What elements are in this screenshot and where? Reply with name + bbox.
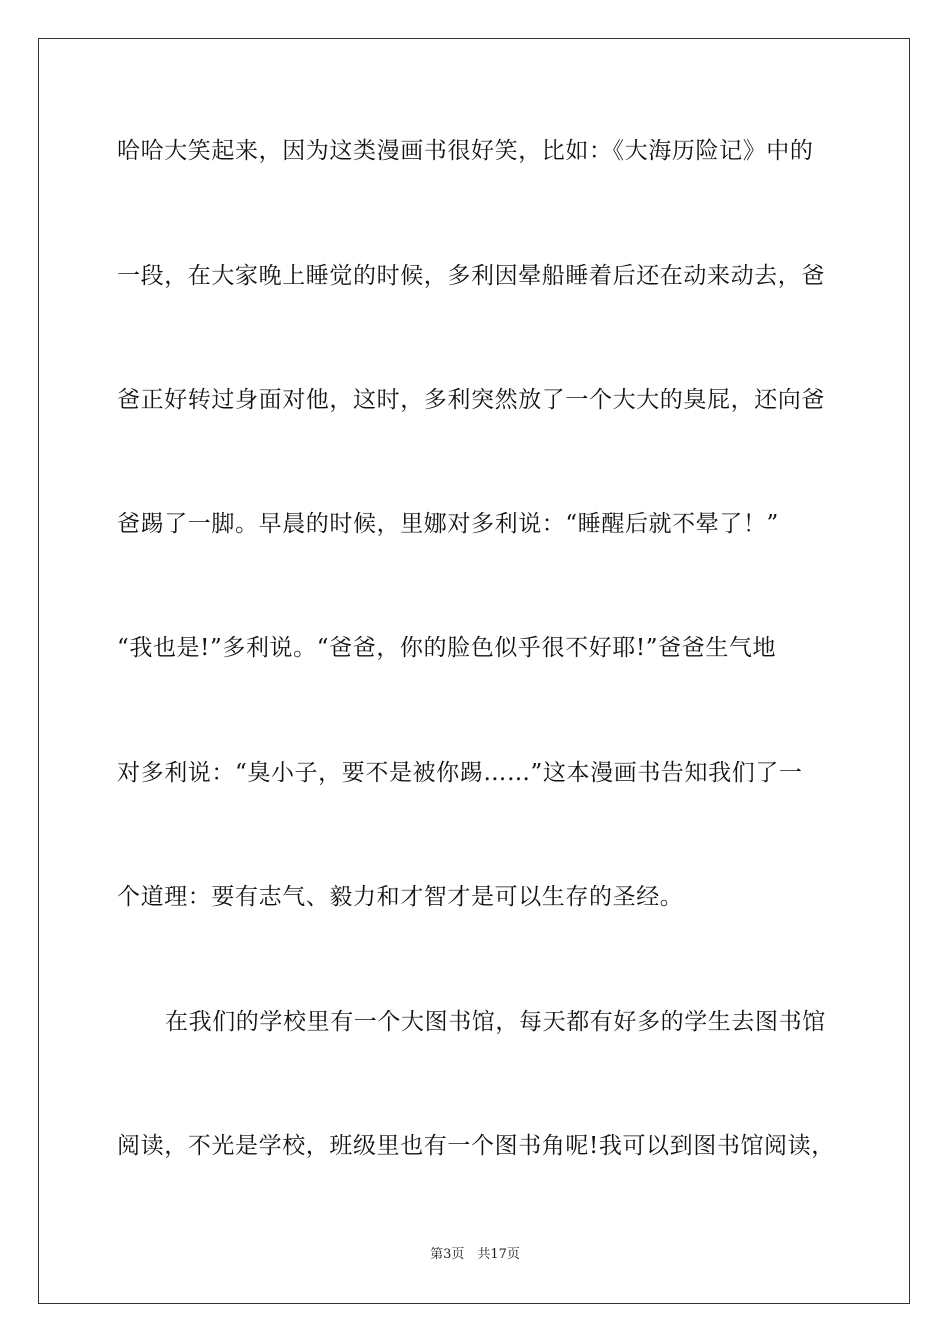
paragraph-line: 爸正好转过身面对他，这时，多利突然放了一个大大的臭屁，还向爸 — [117, 387, 825, 413]
paragraph-line: 哈哈大笑起来，因为这类漫画书很好笑，比如：《大海历险记》中的 — [117, 138, 814, 164]
page-number-footer: 第3页 共17页 — [430, 1247, 520, 1262]
paragraph-line: 爸踢了一脚。早晨的时候，里娜对多利说：“睡醒后就不晕了！” — [117, 511, 779, 537]
paragraph-line: 个道理：要有志气、毅力和才智才是可以生存的圣经。 — [117, 884, 684, 910]
paragraph-line: 一段，在大家晚上睡觉的时候，多利因晕船睡着后还在动来动去，爸 — [117, 263, 825, 289]
page-border — [38, 38, 910, 1304]
paragraph-line: “我也是!”多利说。“爸爸，你的脸色似乎很不好耶!”爸爸生气地 — [117, 635, 777, 661]
paragraph-line: 阅读，不光是学校，班级里也有一个图书角呢!我可以到图书馆阅读， — [117, 1133, 835, 1159]
paragraph-line: 对多利说：“臭小子，要不是被你踢……”这本漫画书告知我们了一 — [117, 760, 803, 786]
paragraph-line: 在我们的学校里有一个大图书馆，每天都有好多的学生去图书馆 — [165, 1009, 826, 1035]
